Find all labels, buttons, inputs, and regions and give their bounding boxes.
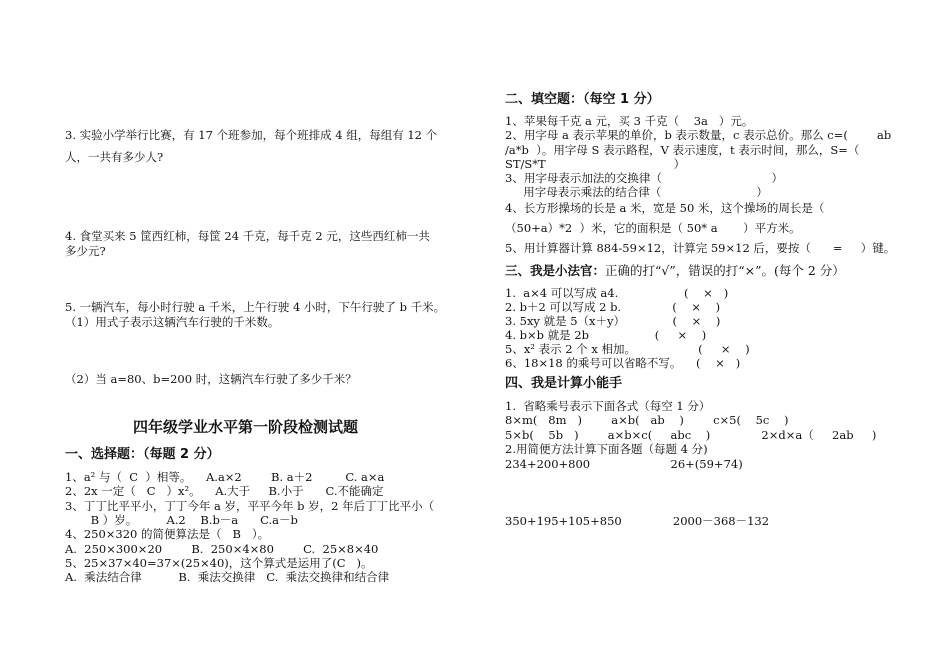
section-calc-heading: 四、我是计算小能手 [505,376,623,391]
fill-item: ST/S*T ） [505,157,686,171]
q3-line2: 人，一共有多少人? [65,150,164,164]
judge-item: 1. a×4 可以写成 a4. ( × ) [505,286,729,300]
q3-line1: 3. 实验小学举行比赛，有 17 个班参加，每个班排成 4 组，每组有 12 个 [65,128,438,142]
calc-item-row2: 350+195+105+850 2000－368－132 [505,514,770,528]
q4-line1: 4. 食堂买来 5 筐西红柿，每筐 24 千克，每千克 2 元，这些西红柿一共 [65,229,430,243]
choice-item: 2、2x 一定（ C ）x²。 A.大于 B.小于 C.不能确定 [65,484,384,498]
fill-item: 2、用字母 a 表示苹果的单价，b 表示数量，c 表示总价。那么 c=( ab [505,128,892,142]
fill-item: 3、用字母表示加法的交换律（ ） [505,171,783,185]
fill-item: 1、苹果每千克 a 元，买 3 千克（ 3a ）元。 [505,114,754,128]
fill-item: 5、用计算器计算 884-59×12，计算完 59×12 后，要按（ = ）键。 [505,241,896,255]
judge-item: 2. b＋2 可以写成 2 b. ( × ) [505,300,721,314]
fill-item: （50+a）*2 ）米，它的面积是（ 50* a ）平方米。 [505,221,801,235]
choice-item: 3、丁丁比平平小，丁丁今年 a 岁，平平今年 b 岁，2 年后丁丁比平小（ [65,499,435,513]
choice-item: B ）岁。 A.2 B.b－a C.a－b [65,513,298,527]
judge-item: 4. b×b 就是 2b ( × ) [505,328,707,342]
section-judge-instructions: 正确的打“√”，错误的打“×”。(每个 2 分） [605,263,845,278]
calc-item: 234+200+800 26+(59+74) [505,457,743,471]
q5-part2: （2）当 a=80、b=200 时，这辆汽车行驶了多少千米？ [65,372,357,386]
choice-item: 4、250×320 的简便算法是（ B ）。 [65,527,270,541]
fill-item: 用字母表示乘法的结合律（ ） [505,185,768,199]
q4-line2: 多少元? [65,244,106,258]
section-fill-heading: 二、填空题：（每空 1 分） [505,92,660,107]
choice-item: 5、25×37×40=37×(25×40)，这个算式是运用了(C )。 [65,556,373,570]
fill-item: /a*b ）。用字母 S 表示路程，V 表示速度，t 表示时间，那么，S=（ [505,143,860,157]
judge-item: 3. 5xy 就是 5（x＋y） ( × ) [505,314,721,328]
judge-item: 6、18×18 的乘号可以省略不写。 ( × ) [505,356,741,370]
choice-item: A. 乘法结合律 B. 乘法交换律 C. 乘法交换律和结合律 [65,570,390,584]
choice-item: 1、a² 与（ C ）相等。 A.a×2 B. a＋2 C. a×a [65,470,385,484]
page-title: 四年级学业水平第一阶段检测试题 [133,418,359,436]
section-judge-title: 三、我是小法官： [505,263,606,278]
section-judge-heading [505,263,845,279]
section-choice-heading: 一、选择题：（每题 2 分） [65,447,220,462]
calc-item: 1. 省略乘号表示下面各式（每空 1 分） [505,399,711,413]
judge-item: 5、x² 表示 2 个 x 相加。 ( × ) [505,342,750,356]
calc-item: 5×b( 5b ) a×b×c( abc ) 2×d×a（ 2ab ) [505,428,877,442]
fill-item: 4、长方形操场的长是 a 米，宽是 50 米，这个操场的周长是（ [505,201,825,215]
choice-item: A. 250×300×20 B. 250×4×80 C. 25×8×40 [65,542,379,556]
q5-line2: （1）用式子表示这辆汽车行驶的千米数。 [65,315,280,329]
q5-line1: 5. 一辆汽车，每小时行驶 a 千米，上午行驶 4 小时，下午行驶了 b 千米。 [65,300,446,314]
calc-item: 8×m( 8m ) a×b( ab ) c×5( 5c ) [505,413,789,427]
calc-item: 2.用简便方法计算下面各题（每题 4 分) [505,442,708,456]
